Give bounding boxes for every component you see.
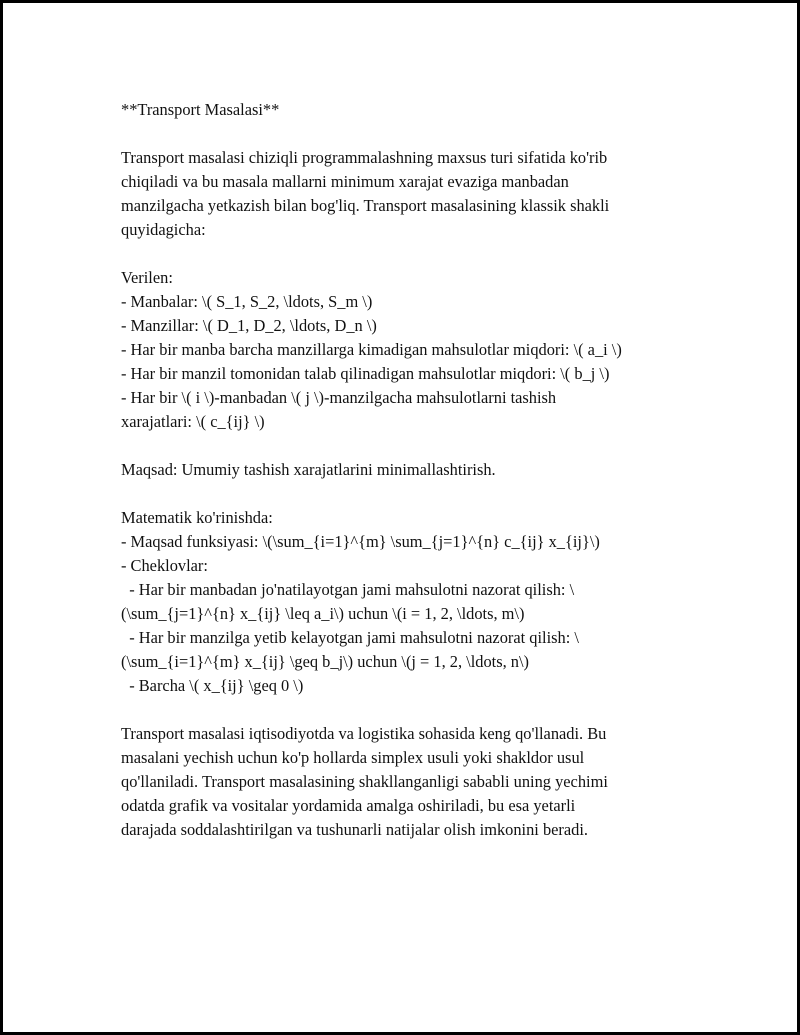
conclusion-line: darajada soddalashtirilgan va tushunarli natijalar olish imkonini beradi.: [121, 820, 589, 839]
given-section: [121, 266, 721, 434]
conclusion-line: odatda grafik va vositalar yordamida amalga oshiriladi, bu esa yetarli: [121, 796, 576, 815]
math-item: (\sum_{i=1}^{m} x_{ij} \geq b_j\) uchun \(j = 1, 2, \ldots, n\): [121, 652, 530, 671]
spacer: [121, 122, 721, 146]
spacer: [121, 482, 721, 506]
math-item: - Barcha \( x_{ij} \geq 0 \): [121, 676, 304, 695]
goal-statement: Maqsad: Umumiy tashish xarajatlarini minimallashtirish.: [121, 460, 496, 479]
intro-line: quyidagicha:: [121, 220, 206, 239]
math-heading: Matematik ko'rinishda:: [121, 508, 273, 527]
given-item: - Manbalar: \( S_1, S_2, \ldots, S_m \): [121, 292, 373, 311]
spacer: [121, 242, 721, 266]
math-item: - Har bir manzilga yetib kelayotgan jami mahsulotni nazorat qilish: \: [121, 628, 579, 647]
intro-line: chiqiladi va bu masala mallarni minimum xarajat evaziga manbadan: [121, 172, 569, 191]
given-item: - Har bir manzil tomonidan talab qilinadigan mahsulotlar miqdori: \( b_j \): [121, 364, 610, 383]
math-section: [121, 506, 721, 698]
math-item: (\sum_{j=1}^{n} x_{ij} \leq a_i\) uchun \(i = 1, 2, \ldots, m\): [121, 604, 525, 623]
given-item: - Har bir manba barcha manzillarga kimadigan mahsulotlar miqdori: \( a_i \): [121, 340, 622, 359]
math-item: - Maqsad funksiyasi: \(\sum_{i=1}^{m} \sum_{j=1}^{n} c_{ij} x_{ij}\): [121, 532, 600, 551]
intro-paragraph: [121, 146, 721, 242]
conclusion-paragraph: [121, 722, 721, 842]
document-title: **Transport Masalasi**: [121, 100, 280, 119]
intro-line: Transport masalasi chiziqli programmalashning maxsus turi sifatida ko'rib: [121, 148, 608, 167]
conclusion-line: masalani yechish uchun ko'p hollarda simplex usuli yoki shakldor usul: [121, 748, 585, 767]
given-item: - Manzillar: \( D_1, D_2, \ldots, D_n \): [121, 316, 377, 335]
spacer: [121, 698, 721, 722]
given-heading: Verilen:: [121, 268, 173, 287]
intro-line: manzilgacha yetkazish bilan bog'liq. Transport masalasining klassik shakli: [121, 196, 610, 215]
spacer: [121, 434, 721, 458]
given-item: xarajatlari: \( c_{ij} \): [121, 412, 265, 431]
conclusion-line: qo'llaniladi. Transport masalasining shakllanganligi sababli uning yechimi: [121, 772, 608, 791]
document-body: [121, 98, 721, 842]
math-item: - Har bir manbadan jo'natilayotgan jami mahsulotni nazorat qilish: \: [121, 580, 575, 599]
conclusion-line: Transport masalasi iqtisodiyotda va logistika sohasida keng qo'llanadi. Bu: [121, 724, 607, 743]
given-item: - Har bir \( i \)-manbadan \( j \)-manzilgacha mahsulotlarni tashish: [121, 388, 557, 407]
math-item: - Cheklovlar:: [121, 556, 208, 575]
